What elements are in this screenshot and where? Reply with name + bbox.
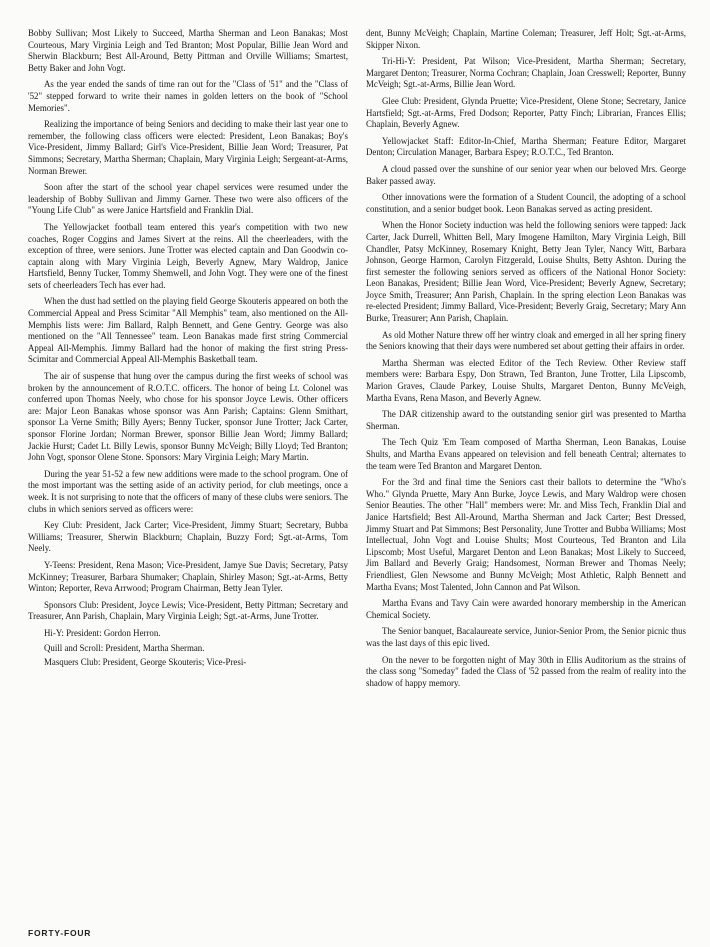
paragraph: As the year ended the sands of time ran out for the "Class of '51" and the "Class of '52" stepped forward to write their names in golden letters on the book of "School Memories". bbox=[28, 79, 348, 113]
paragraph: Martha Evans and Tavy Cain were awarded honorary membership in the American Chemical Society. bbox=[366, 598, 686, 620]
paragraph: Realizing the importance of being Seniors and deciding to make their last year one to remember, the following class officers were elected: President, Leon Banakas; Boy's Vice-President, Jimmy Ballard; Girl's Vice-President, Billie Jean Word; Treasurer, Pat Simmons; Secretary, Martha Sherman; Chaplain, Mary Virginia Leigh; Sergeant-at-Arms, Norman Brewer. bbox=[28, 119, 348, 176]
paragraph: Bobby Sullivan; Most Likely to Succeed, Martha Sherman and Leon Banakas; Most Courteous, Mary Virginia Leigh and Ted Branton; Most Popular, Billie Jean Word and Sherwin Blackburn; Best All-Around, Betty Pittman and Orville Williams; Smartest, Betty Baker and John Vogt. bbox=[28, 28, 348, 73]
paragraph: The Senior banquet, Bacalaureate service, Junior-Senior Prom, the Senior picnic thus was the last days of this epic lived. bbox=[366, 626, 686, 648]
left-text-column bbox=[28, 28, 348, 918]
paragraph: As old Mother Nature threw off her wintry cloak and emerged in all her spring finery the Seniors knowing that their days were numbered set about getting their affairs in order. bbox=[366, 329, 686, 352]
club-officers-paragraph: Y-Teens: President, Rena Mason; Vice-President, Jamye Sue Davis; Secretary, Patsy McKinney; Treasurer, Barbara Shumaker; Chaplain, Shirley Mason; Sgt.-at-Arms, Betty Winton; Reporter, Reva Arrwood; Program Chairman, Betty Jean Tyler. bbox=[28, 559, 348, 594]
club-officers-paragraph: Tri-Hi-Y: President, Pat Wilson; Vice-President, Martha Sherman; Secretary, Margaret Denton; Treasurer, Norma Cochran; Chaplain, Joan Cresswell; Reporter, Bunny McVeigh; Sgt.-at-Arms, Billie Jean Word. bbox=[366, 56, 686, 90]
paragraph: When the dust had settled on the playing field George Skouteris appeared on both the Commercial Appeal and Press Scimitar "All Memphis" team, also mentioned on the All-Memphis lists were: Jim Ballard, Ralph Bennett, and Gene Gentry. George was also mentioned on the "All Tennessee" team. Leon Banakas made first string Commercial Appeal All-Memphis. Jimmy Ballard had the honor of making the first string Press-Scimitar and Commercial Appeal All-Memphis Basketball team. bbox=[28, 296, 348, 365]
paragraph: A cloud passed over the sunshine of our senior year when our beloved Mrs. George Baker passed away. bbox=[366, 163, 686, 186]
paragraph: When the Honor Society induction was held the following seniors were tapped: Jack Carter, Jack Durrell, Whitten Bell, Mary Imogene Hamilton, Mary Virginia Leigh, Bill Chandler, Patsy McKinney, Rosemary Knight, Betty Jean Tyler, Nancy Witt, Barbara Johnson, George Harmon, Carolyn Fitzgerald, Louise Shults, Betty Ashton. During the first semester the following seniors served as officers of the National Honor Society: Leon Banakas, President; Billie Jean Word, Vice-President; Beverly Agnew, Secretary; Joyce Smith, Treasurer; Ann Parish, Chaplain. In the spring election Leon Banakas was re-elected President; Jimmy Ballard, Vice-President; Beverly Graig, Secretary; Mary Ann Burke, Treasurer; Ann Parish, Chaplain. bbox=[366, 220, 686, 324]
paragraph: During the year 51-52 a few new additions were made to the school program. One of the most important was the setting aside of an activity period, for club meetings, once a week. It is not surprising to note that the officers of many of these clubs were seniors. The clubs in which seniors served as officers were: bbox=[28, 468, 348, 514]
club-officers-paragraph: Glee Club: President, Glynda Pruette; Vice-President, Olene Stone; Secretary, Janice Hartsfield; Sgt.-at-Arms, Fred Dodson; Reporter, Patty Finch; Librarian, Frances Ellis; Chaplain, Beverly Agnew. bbox=[366, 95, 686, 130]
paragraph: The air of suspense that hung over the campus during the first weeks of school was broken by the announcement of R.O.T.C. officers. The honor of being Lt. Colonel was conferred upon Thomas Neely, who chose for his sponsor Joyce Lewis. Other officers are: Major Leon Banakas whose sponsor was Ann Parish; Captains: Glenn Smithart, sponsor La Verne Smith; Billy Ayers; Benny Tucker, sponsor June Trotter; Jack Carter, sponsor Florine Jordan; Norman Brewer, sponsor Billie Jean Word; Jimmy Ballard; Jackie Hurst; Cadet Lt. Billy Lewis, sponsor Bunny McVeigh; Billy Lloyd; Ted Branton; John Vogt, sponsor Olene Stone. Sponsors: Mary Virginia Leigh; Mary Martin. bbox=[28, 371, 348, 463]
club-officers-paragraph: Quill and Scroll: President, Martha Sherman. bbox=[44, 642, 205, 653]
paragraph: Soon after the start of the school year chapel services were resumed under the leadership of Bobby Sullivan and Jimmy Garner. These two were also officers of the "Young Life Club" as were Janice Hartsfield and Franklin Dial. bbox=[28, 182, 348, 216]
paragraph: dent, Bunny McVeigh; Chaplain, Martine Coleman; Treasurer, Jeff Holt; Sgt.-at-Arms, Skipper Nixon. bbox=[366, 28, 686, 50]
paragraph: The Yellowjacket football team entered this year's competition with two new coaches, Roger Coggins and James Sivert at the reins. All the cheerleaders, with the exception of three, were seniors. June Trotter was elected captain and Dan Goodwin co-captain along with Mary Virginia Leigh, Beverly Agnew, Mary Waldrop, Janice Hartsfield, Benny Tucker, Tommy Shemwell, and John Vogt. They were one of the finest sets of cheerleaders Tech has ever had. bbox=[28, 221, 348, 290]
paragraph: Martha Sherman was elected Editor of the Tech Review. Other Review staff members were: Barbara Espy, Don Strawn, Ted Branton, June Trotter, Lila Lipscomb, Marion Graves, Claude Parkey, Louise Shults, Margaret Denton, Bunny McVeigh, Martha Evans, Rena Mason, and Beverly Agnew. bbox=[366, 357, 686, 403]
paragraph: Other innovations were the formation of a Student Council, the adopting of a school constitution, and a senior budget book. Leon Banakas served as acting president. bbox=[366, 192, 686, 214]
paragraph: On the never to be forgotten night of May 30th in Ellis Auditorium as the strains of the class song "Someday" faded the Class of '52 passed from the realm of reality into the shadow of happy memory. bbox=[366, 654, 686, 688]
club-officers-paragraph: Masquers Club: President, George Skouteris; Vice-Presi- bbox=[44, 657, 247, 668]
paragraph: The DAR citizenship award to the outstanding senior girl was presented to Martha Sherman. bbox=[366, 409, 686, 431]
page-number-label: FORTY-FOUR bbox=[28, 928, 92, 938]
paragraph: For the 3rd and final time the Seniors cast their ballots to determine the "Who's Who." Glynda Pruette, Mary Ann Burke, Joyce Lewis, and Mary Waldrop were chosen Senior Beauties. The other "Hall" members were: Mr. and Miss Tech, Franklin Dial and Janice Hartsfield; Best All-Around, Martha Sherman and Jack Carter; Best Dressed, Jimmy Stuart and Pat Simmons; Best Personality, June Trotter and Bubba Williams; Most Intellectual, John Vogt and Louise Shults; Most Courteous, Ted Branton and Lila Lipscomb; Most Useful, Margaret Denton and Leon Banakas; Most Likely to Succeed, Jim Ballard and Beverly Graig; Handsomest, Norman Brewer and Thomas Neely; Friendliest, Glen Newsome and Bunny McVeigh; Most Athletic, Ralph Bennett and Martha Evans; Most Talented, John Cannon and Pat Wilson. bbox=[366, 477, 686, 592]
club-officers-paragraph: Key Club: President, Jack Carter; Vice-President, Jimmy Stuart; Secretary, Bubba Williams; Treasurer, Sherwin Blackburn; Chaplain, Buzzy Ford; Sgt.-at-Arms, Tom Neely. bbox=[28, 520, 348, 554]
club-officers-paragraph: Yellowjacket Staff: Editor-In-Chief, Martha Sherman; Feature Editor, Margaret Denton; Circulation Manager, Barbara Espey; R.O.T.C., Ted Branton. bbox=[366, 135, 686, 158]
club-officers-paragraph: Hi-Y: President: Gordon Herron. bbox=[44, 627, 161, 638]
club-officers-paragraph: Sponsors Club: President, Joyce Lewis; Vice-President, Betty Pittman; Secretary and Treasurer, Ann Parish, Chaplain, Mary Virginia Leigh; Sgt.-at-Arms, June Trotter. bbox=[28, 599, 348, 622]
right-text-column bbox=[366, 28, 686, 933]
paragraph: The Tech Quiz 'Em Team composed of Martha Sherman, Leon Banakas, Louise Shults, and Martha Evans appeared on television and fell beneath Central; alternates to the team were Ted Branton and Margaret Denton. bbox=[366, 437, 686, 471]
